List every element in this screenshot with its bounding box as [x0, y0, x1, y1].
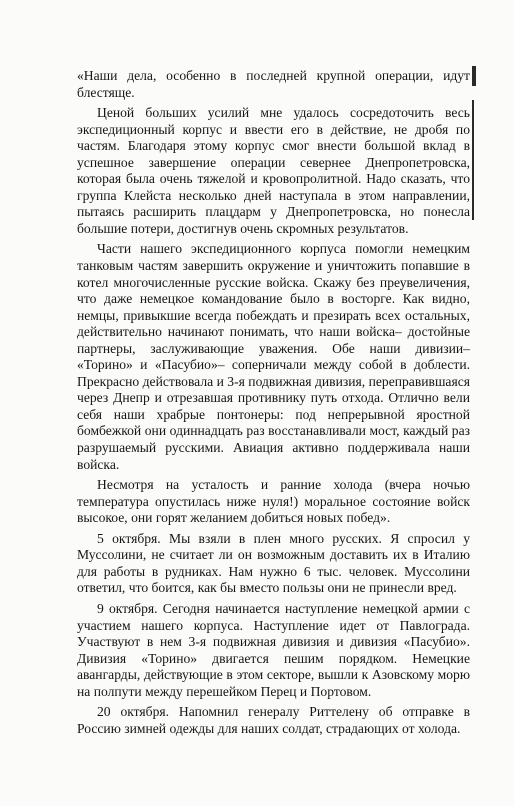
page-edge-shadow	[472, 66, 476, 86]
diary-entry: 20 октября. Напомнил генералу Риттелену об отправке в Россию зимней одежды для наших солдат, страдающих от холода.	[77, 704, 470, 736]
paragraph: Несмотря на усталость и ранние холода (вчера ночью температура опустилась ниже нуля!) моральное состояние войск высокое, они горят желанием добиться новых побед».	[77, 477, 470, 526]
page-edge-shadow	[472, 100, 474, 220]
paragraph: «Наши дела, особенно в последней крупной операции, идут блестяще.	[77, 68, 470, 100]
paragraph: Части нашего экспедиционного корпуса помогли немецким танковым частям завершить окружение и уничтожить попавшие в котел многочисленные русские войска. Скажу без преувеличения, что даже немецкое командование было в восторге. Как видно, немцы, привыкшие всегда побеждать и презирать всех остальных, действительно начинают понимать, что наши войска– достойные партнеры, заслуживающие уважения. Обе наши дивизии– «Торино» и «Пасубио»– соперничали между собой в доблести. Прекрасно действовала и 3-я подвижная дивизия, переправившаяся через Днепр и отрезавшая противнику путь отхода. Отлично вели себя наши храбрые понтонеры: под непрерывной яростной бомбежкой они одиннадцать раз восстанавливали мост, каждый раз разрушаемый русскими. Авиация активно поддерживала наши войска.	[77, 241, 470, 472]
body-text	[77, 68, 470, 741]
diary-entry: 5 октября. Мы взяли в плен много русских. Я спросил у Муссолини, не считает ли он возможным доставить их в Италию для работы в рудниках. Нам нужно 6 тыс. человек. Муссолини ответил, что боится, как бы вместо пользы они не принесли вред.	[77, 530, 470, 596]
diary-entry: 9 октября. Сегодня начинается наступление немецкой армии с участием нашего корпуса. Наступление идет от Павлограда. Участвуют в нем 3-я подвижная дивизия и дивизия «Пасубио». Дивизия «Торино» двигается пешим порядком. Немецкие авангарды, действующие в этом секторе, вышли к Азовскому морю на полпути между перешейком Перец и Портовом.	[77, 600, 470, 699]
paragraph: Ценой больших усилий мне удалось сосредоточить весь экспедиционный корпус и ввести его в действие, не дробя по частям. Благодаря этому корпус смог внести большой вклад в успешное завершение операции севернее Днепропетровска, которая была очень тяжелой и кровопролитной. Надо сказать, что группа Клейста несколько дней наступала в этом направлении, пытаясь расширить плацдарм у Днепропетровска, но понесла большие потери, достигнув очень скромных результатов.	[77, 105, 470, 236]
